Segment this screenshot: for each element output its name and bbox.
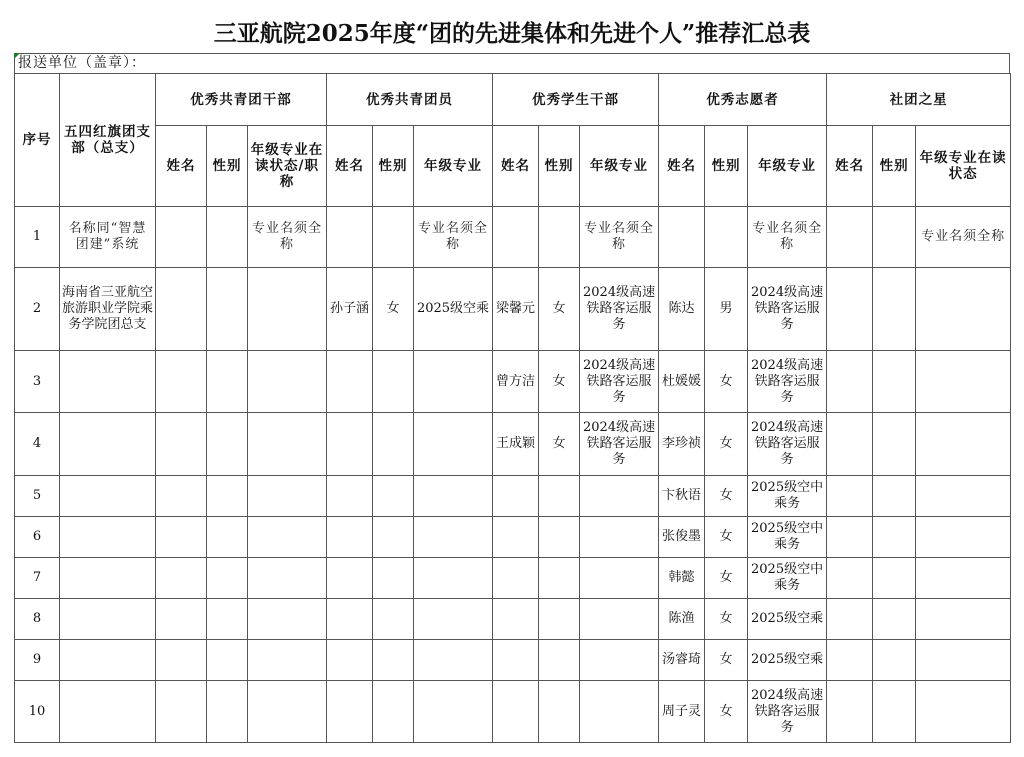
group-header-club-star: 社团之星 [827, 74, 1011, 126]
seq-cell: 2 [15, 268, 60, 351]
volunteer-gender-cell: 女 [705, 413, 748, 476]
table-row [15, 207, 1011, 268]
member-name-cell [327, 413, 373, 476]
volunteer-gender-cell: 女 [705, 351, 748, 413]
branch-cell [60, 517, 156, 558]
member-gender-cell [373, 351, 414, 413]
member-major-cell [414, 476, 493, 517]
club-name-cell [827, 558, 873, 599]
volunteer-name-cell: 杜媛媛 [659, 351, 705, 413]
table-row [15, 640, 1011, 681]
branch-cell [60, 681, 156, 743]
student-name-cell [493, 207, 539, 268]
volunteer-gender-cell: 女 [705, 476, 748, 517]
student-name-cell [493, 517, 539, 558]
member-major-cell [414, 413, 493, 476]
student-name-cell: 王成颖 [493, 413, 539, 476]
branch-cell: 海南省三亚航空旅游职业学院乘务学院团总支 [60, 268, 156, 351]
volunteer-gender-header: 性别 [705, 126, 748, 207]
volunteer-name-cell: 韩懿 [659, 558, 705, 599]
cadre-gender-cell [207, 640, 248, 681]
club-name-cell [827, 207, 873, 268]
member-major-cell [414, 517, 493, 558]
table-row [15, 681, 1011, 743]
member-major-cell [414, 558, 493, 599]
seq-cell: 10 [15, 681, 60, 743]
student-gender-cell: 女 [539, 351, 580, 413]
member-gender-cell [373, 640, 414, 681]
branch-cell [60, 476, 156, 517]
member-name-cell [327, 640, 373, 681]
student-name-cell [493, 558, 539, 599]
volunteer-name-cell: 陈达 [659, 268, 705, 351]
volunteer-major-cell: 2024级高速铁路客运服务 [748, 268, 827, 351]
cadre-major-cell [248, 268, 327, 351]
cadre-gender-cell [207, 351, 248, 413]
club-gender-cell [873, 268, 916, 351]
cadre-major-cell [248, 351, 327, 413]
member-name-cell [327, 351, 373, 413]
club-name-cell [827, 517, 873, 558]
club-gender-cell [873, 681, 916, 743]
volunteer-major-cell: 2025级空中乘务 [748, 558, 827, 599]
seq-cell: 6 [15, 517, 60, 558]
member-major-cell [414, 681, 493, 743]
student-gender-cell [539, 558, 580, 599]
club-name-cell [827, 599, 873, 640]
volunteer-name-cell: 陈渔 [659, 599, 705, 640]
volunteer-name-cell: 周子灵 [659, 681, 705, 743]
cadre-gender-cell [207, 517, 248, 558]
cadre-major-header: 年级专业在读状态/职称 [248, 126, 327, 207]
club-gender-cell [873, 558, 916, 599]
student-major-cell [580, 640, 659, 681]
volunteer-major-cell: 2025级空乘 [748, 640, 827, 681]
student-name-cell [493, 640, 539, 681]
group-header-volunteer: 优秀志愿者 [659, 74, 827, 126]
volunteer-name-cell: 张俊墨 [659, 517, 705, 558]
cadre-major-cell [248, 681, 327, 743]
member-major-header: 年级专业 [414, 126, 493, 207]
table-row [15, 599, 1011, 640]
student-gender-header: 性别 [539, 126, 580, 207]
member-gender-cell [373, 517, 414, 558]
volunteer-name-cell [659, 207, 705, 268]
club-major-header: 年级专业在读状态 [916, 126, 1011, 207]
recommendation-summary-table [14, 73, 1011, 743]
seq-cell: 1 [15, 207, 60, 268]
student-major-header: 年级专业 [580, 126, 659, 207]
student-major-cell: 2024级高速铁路客运服务 [580, 351, 659, 413]
cadre-major-cell [248, 413, 327, 476]
volunteer-name-cell: 汤睿琦 [659, 640, 705, 681]
student-gender-cell [539, 207, 580, 268]
cadre-gender-cell [207, 681, 248, 743]
club-major-cell [916, 640, 1011, 681]
volunteer-major-cell: 2025级空中乘务 [748, 517, 827, 558]
member-name-cell [327, 558, 373, 599]
table-row [15, 476, 1011, 517]
student-major-cell: 2024级高速铁路客运服务 [580, 413, 659, 476]
member-major-cell [414, 351, 493, 413]
member-name-cell: 孙子涵 [327, 268, 373, 351]
member-name-cell [327, 476, 373, 517]
club-gender-cell [873, 476, 916, 517]
seq-cell: 3 [15, 351, 60, 413]
seq-header: 序号 [15, 74, 60, 207]
student-major-cell [580, 517, 659, 558]
branch-cell [60, 351, 156, 413]
club-name-cell [827, 640, 873, 681]
member-major-cell [414, 599, 493, 640]
club-gender-cell [873, 413, 916, 476]
cadre-gender-cell [207, 558, 248, 599]
member-name-header: 姓名 [327, 126, 373, 207]
volunteer-gender-cell: 女 [705, 681, 748, 743]
table-row [15, 413, 1011, 476]
club-gender-header: 性别 [873, 126, 916, 207]
volunteer-name-cell: 卞秋语 [659, 476, 705, 517]
club-major-cell [916, 268, 1011, 351]
student-gender-cell [539, 476, 580, 517]
member-major-cell: 专业名须全称 [414, 207, 493, 268]
group-header-member: 优秀共青团员 [327, 74, 493, 126]
student-gender-cell [539, 640, 580, 681]
cadre-name-cell [156, 681, 207, 743]
volunteer-gender-cell: 男 [705, 268, 748, 351]
branch-cell: 名称同“智慧团建”系统 [60, 207, 156, 268]
student-major-cell: 2024级高速铁路客运服务 [580, 268, 659, 351]
club-gender-cell [873, 351, 916, 413]
student-gender-cell [539, 599, 580, 640]
cadre-name-cell [156, 476, 207, 517]
seq-cell: 7 [15, 558, 60, 599]
cadre-major-cell [248, 517, 327, 558]
student-major-cell [580, 681, 659, 743]
student-major-cell: 专业名须全称 [580, 207, 659, 268]
document-title: 三亚航院2025年度“团的先进集体和先进个人”推荐汇总表 [213, 20, 811, 47]
volunteer-gender-cell: 女 [705, 558, 748, 599]
branch-cell [60, 640, 156, 681]
club-name-header: 姓名 [827, 126, 873, 207]
volunteer-major-header: 年级专业 [748, 126, 827, 207]
cadre-name-cell [156, 640, 207, 681]
student-name-cell [493, 476, 539, 517]
cadre-gender-cell [207, 207, 248, 268]
club-major-cell [916, 351, 1011, 413]
member-gender-cell [373, 681, 414, 743]
volunteer-gender-cell: 女 [705, 599, 748, 640]
cadre-major-cell: 专业名须全称 [248, 207, 327, 268]
reporting-unit-label: 报送单位（盖章）： [14, 53, 1010, 73]
cadre-major-cell [248, 640, 327, 681]
club-name-cell [827, 351, 873, 413]
cadre-name-cell [156, 207, 207, 268]
cadre-gender-cell [207, 268, 248, 351]
branch-cell [60, 413, 156, 476]
volunteer-major-cell: 2024级高速铁路客运服务 [748, 413, 827, 476]
seq-cell: 8 [15, 599, 60, 640]
club-gender-cell [873, 640, 916, 681]
cadre-name-cell [156, 599, 207, 640]
member-gender-header: 性别 [373, 126, 414, 207]
club-major-cell [916, 517, 1011, 558]
volunteer-major-cell: 专业名须全称 [748, 207, 827, 268]
cadre-name-cell [156, 413, 207, 476]
student-major-cell [580, 476, 659, 517]
cadre-major-cell [248, 476, 327, 517]
header-row-subcolumns [15, 126, 1011, 207]
club-major-cell: 专业名须全称 [916, 207, 1011, 268]
cadre-gender-cell [207, 599, 248, 640]
member-gender-cell [373, 207, 414, 268]
club-gender-cell [873, 517, 916, 558]
seq-cell: 5 [15, 476, 60, 517]
branch-cell [60, 558, 156, 599]
cadre-gender-header: 性别 [207, 126, 248, 207]
volunteer-name-cell: 李珍祯 [659, 413, 705, 476]
member-name-cell [327, 681, 373, 743]
member-major-cell: 2025级空乘 [414, 268, 493, 351]
cadre-major-cell [248, 599, 327, 640]
member-name-cell [327, 599, 373, 640]
student-name-cell: 梁馨元 [493, 268, 539, 351]
member-gender-cell [373, 476, 414, 517]
club-major-cell [916, 413, 1011, 476]
volunteer-gender-cell: 女 [705, 640, 748, 681]
club-gender-cell [873, 207, 916, 268]
student-name-header: 姓名 [493, 126, 539, 207]
member-name-cell [327, 207, 373, 268]
member-gender-cell [373, 413, 414, 476]
cadre-name-cell [156, 558, 207, 599]
cadre-major-cell [248, 558, 327, 599]
member-gender-cell: 女 [373, 268, 414, 351]
header-row-groups [15, 74, 1011, 126]
club-major-cell [916, 558, 1011, 599]
cadre-name-cell [156, 517, 207, 558]
cadre-gender-cell [207, 413, 248, 476]
branch-header: 五四红旗团支部（总支） [60, 74, 156, 207]
cadre-name-cell [156, 351, 207, 413]
table-row [15, 558, 1011, 599]
club-name-cell [827, 268, 873, 351]
branch-cell [60, 599, 156, 640]
club-name-cell [827, 413, 873, 476]
cadre-gender-cell [207, 476, 248, 517]
member-name-cell [327, 517, 373, 558]
club-major-cell [916, 599, 1011, 640]
cadre-name-header: 姓名 [156, 126, 207, 207]
volunteer-major-cell: 2024级高速铁路客运服务 [748, 681, 827, 743]
student-name-cell [493, 681, 539, 743]
seq-cell: 9 [15, 640, 60, 681]
club-major-cell [916, 681, 1011, 743]
student-major-cell [580, 558, 659, 599]
student-name-cell: 曾方洁 [493, 351, 539, 413]
student-gender-cell [539, 681, 580, 743]
cadre-name-cell [156, 268, 207, 351]
table-row [15, 268, 1011, 351]
student-major-cell [580, 599, 659, 640]
member-major-cell [414, 640, 493, 681]
volunteer-major-cell: 2024级高速铁路客运服务 [748, 351, 827, 413]
student-name-cell [493, 599, 539, 640]
group-header-student-cadre: 优秀学生干部 [493, 74, 659, 126]
volunteer-gender-cell: 女 [705, 517, 748, 558]
club-name-cell [827, 476, 873, 517]
club-gender-cell [873, 599, 916, 640]
student-gender-cell: 女 [539, 268, 580, 351]
seq-cell: 4 [15, 413, 60, 476]
volunteer-major-cell: 2025级空中乘务 [748, 476, 827, 517]
table-row [15, 517, 1011, 558]
volunteer-major-cell: 2025级空乘 [748, 599, 827, 640]
club-major-cell [916, 476, 1011, 517]
member-gender-cell [373, 599, 414, 640]
group-header-cadre: 优秀共青团干部 [156, 74, 327, 126]
volunteer-gender-cell [705, 207, 748, 268]
table-row [15, 351, 1011, 413]
member-gender-cell [373, 558, 414, 599]
volunteer-name-header: 姓名 [659, 126, 705, 207]
student-gender-cell: 女 [539, 413, 580, 476]
club-name-cell [827, 681, 873, 743]
student-gender-cell [539, 517, 580, 558]
